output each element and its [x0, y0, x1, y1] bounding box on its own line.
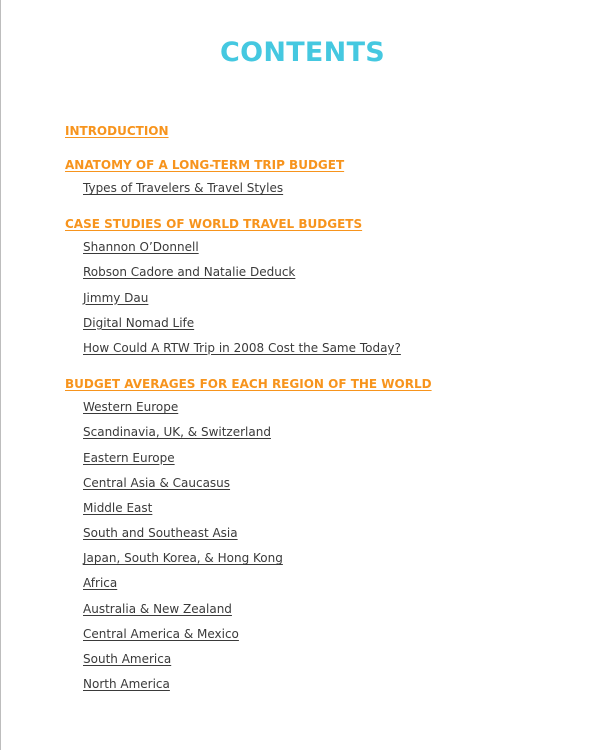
list-item: [83, 645, 585, 670]
list-item: [83, 469, 585, 494]
toc-link-africa[interactable]: Africa: [83, 576, 118, 591]
toc-link-rtw-2008[interactable]: How Could A RTW Trip in 2008 Cost the Same Today?: [83, 340, 401, 355]
toc-link-middle-east[interactable]: Middle East: [83, 500, 153, 515]
toc-heading-anatomy[interactable]: ANATOMY OF A LONG-TERM TRIP BUDGET: [65, 158, 345, 172]
list-item: [83, 620, 585, 645]
list-item: [83, 544, 585, 569]
toc-heading-case-studies[interactable]: CASE STUDIES OF WORLD TRAVEL BUDGETS: [65, 217, 363, 232]
toc-sublist-anatomy: [65, 174, 585, 199]
toc-section-anatomy: [65, 154, 585, 199]
toc-sublist-case-studies: [65, 233, 585, 359]
toc-heading-introduction[interactable]: INTRODUCTION: [65, 124, 169, 138]
toc-heading-budget-averages[interactable]: BUDGET AVERAGES FOR EACH REGION OF THE WORLD: [65, 377, 432, 392]
toc-sublist-budget-averages: [65, 393, 585, 695]
toc-section-case-studies: [65, 213, 585, 359]
page-title: CONTENTS: [219, 37, 386, 68]
list-item: [83, 284, 585, 309]
list-item: [83, 494, 585, 519]
toc-section-introduction: [65, 120, 585, 140]
toc-link-robson-natalie[interactable]: Robson Cadore and Natalie Deduck: [83, 265, 296, 280]
table-of-contents: [65, 120, 585, 695]
toc-link-digital-nomad[interactable]: Digital Nomad Life: [83, 315, 195, 330]
list-item: [83, 569, 585, 594]
toc-link-japan-korea-hk[interactable]: Japan, South Korea, & Hong Kong: [83, 551, 283, 566]
toc-link-central-asia[interactable]: Central Asia & Caucasus: [83, 475, 231, 490]
toc-link-shannon[interactable]: Shannon O’Donnell: [83, 240, 199, 255]
toc-link-western-europe[interactable]: Western Europe: [83, 400, 179, 415]
page-left-border: [0, 0, 1, 750]
list-item: [83, 444, 585, 469]
list-item: [83, 519, 585, 544]
toc-link-north-america[interactable]: North America: [83, 677, 170, 692]
toc-link-southeast-asia[interactable]: South and Southeast Asia: [83, 526, 238, 541]
toc-link-eastern-europe[interactable]: Eastern Europe: [83, 450, 175, 465]
list-item: [83, 233, 585, 258]
toc-link-south-america[interactable]: South America: [83, 652, 172, 666]
list-item: [83, 174, 585, 199]
list-item: [83, 334, 585, 359]
list-item: [83, 393, 585, 418]
list-item: [83, 595, 585, 620]
toc-link-central-america[interactable]: Central America & Mexico: [83, 626, 239, 641]
list-item: [83, 418, 585, 443]
toc-link-australia-nz[interactable]: Australia & New Zealand: [83, 601, 232, 616]
toc-link-jimmy[interactable]: Jimmy Dau: [83, 290, 149, 305]
toc-link-scandinavia[interactable]: Scandinavia, UK, & Switzerland: [83, 425, 271, 440]
toc-link-travel-styles[interactable]: Types of Travelers & Travel Styles: [83, 181, 284, 195]
toc-section-budget-averages: [65, 373, 585, 695]
list-item: [83, 670, 585, 695]
list-item: [83, 309, 585, 334]
list-item: [83, 258, 585, 283]
